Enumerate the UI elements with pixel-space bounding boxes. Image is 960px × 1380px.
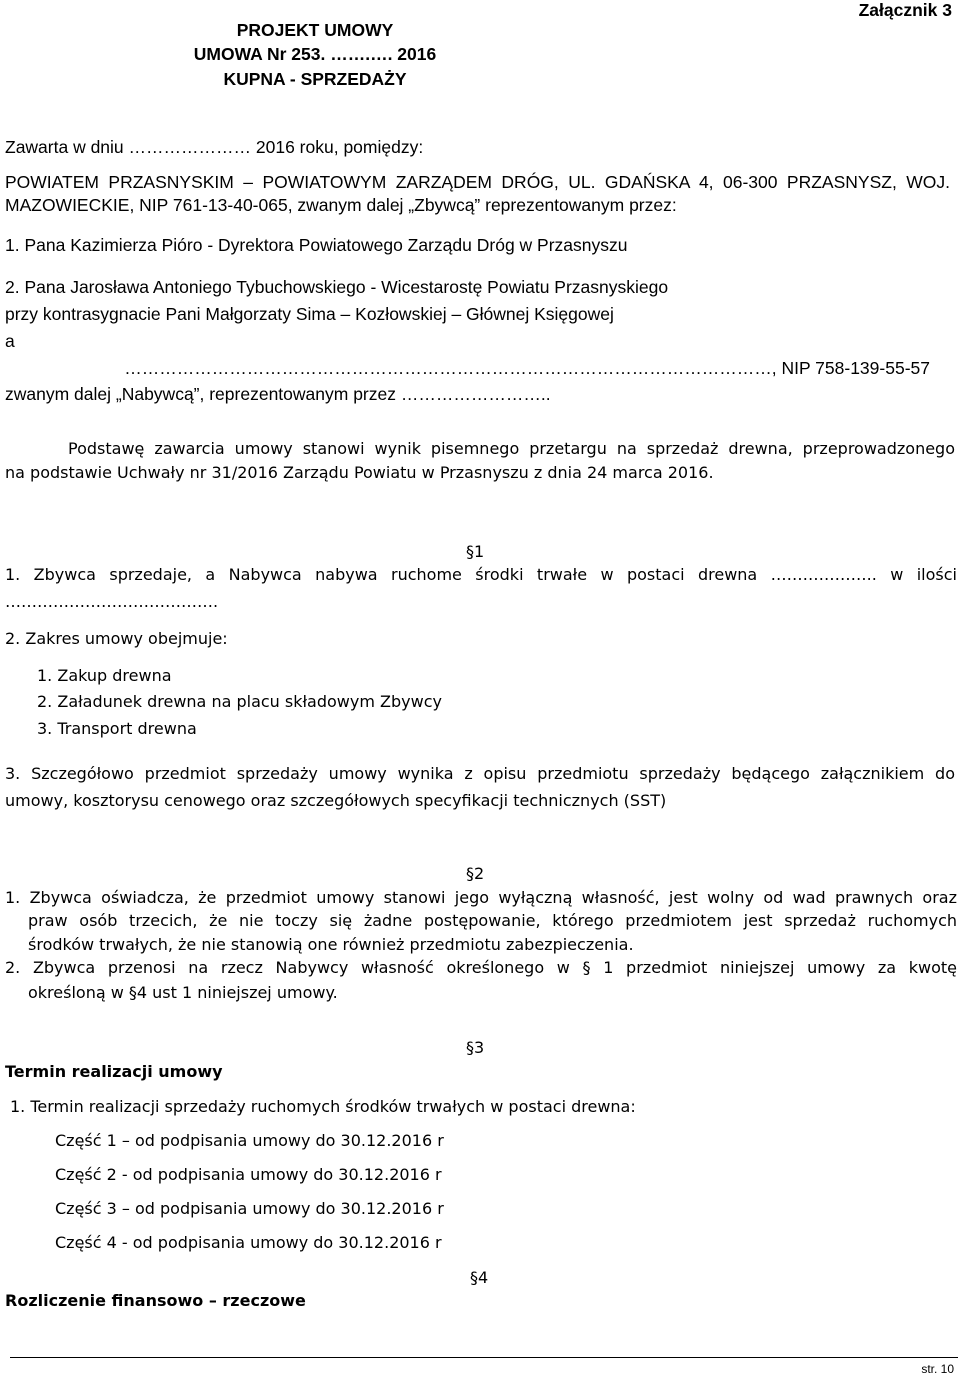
section-4-title: Rozliczenie finansowo – rzeczowe	[5, 1291, 306, 1310]
s1-point-3-line-2: umowy, kosztorysu cenowego oraz szczegółowych specyfikacji technicznych (SST)	[5, 791, 667, 810]
s3-point-1: 1. Termin realizacji sprzedaży ruchomych środków trwałych w postaci drewna:	[10, 1097, 636, 1116]
representative-2: 2. Pana Jarosława Antoniego Tybuchowskiego - Wicestarostę Powiatu Przasnyskiego	[5, 277, 669, 297]
s1-point-1-line-1: 1. Zbywca sprzedaje, a Nabywca nabywa ruchome środki trwałe w postaci drewna ……………….. w ilości	[5, 565, 957, 584]
section-2-number: 2	[474, 864, 485, 883]
s1-point-2: 2. Zakres umowy obejmuje:	[5, 629, 228, 648]
section-4-heading	[470, 1270, 488, 1286]
part-deadline: Część 1 – od podpisania umowy do 30.12.2016 r	[55, 1131, 444, 1150]
section-2-heading	[466, 866, 484, 882]
section-3-title: Termin realizacji umowy	[5, 1062, 223, 1081]
footer-rule	[10, 1357, 958, 1358]
s1-point-1-line-2: ………………………………….	[5, 592, 219, 611]
document-title-1: PROJEKT UMOWY	[236, 20, 394, 40]
s2-point-1-line-2: praw osób trzecich, że nie toczy się żadne postępowanie, którego przedmiotem jest sprzedaż ruchomych	[28, 911, 957, 930]
paragraph-sign: §	[466, 542, 474, 561]
seller-line-2: MAZOWIECKIE, NIP 761-13-40-065, zwanym dalej „Zbywcą” reprezentowanym przez:	[5, 195, 677, 215]
s2-point-1-line-3: środków trwałych, że nie stanowią one również przedmiotu zabezpieczenia.	[28, 935, 634, 954]
scope-item: 3. Transport drewna	[37, 719, 197, 738]
conjunction-a: a	[5, 331, 15, 351]
part-deadline: Część 4 - od podpisania umowy do 30.12.2016 r	[55, 1233, 442, 1252]
section-1-number: 1	[474, 542, 485, 561]
seller-line-1: POWIATEM PRZASNYSKIM – POWIATOWYM ZARZĄDEM DRÓG, UL. GDAŃSKA 4, 06-300 PRZASNYSZ, WOJ.	[5, 172, 950, 192]
date-line: Zawarta w dniu ………………… 2016 roku, pomiędzy:	[5, 137, 424, 157]
scope-item: 2. Załadunek drewna na placu składowym Zbywcy	[37, 692, 442, 711]
paragraph-sign: §	[466, 864, 474, 883]
paragraph-sign: §	[466, 1038, 474, 1057]
paragraph-sign: §	[470, 1268, 478, 1287]
buyer-line: …………………………………………………………………………………………………, NIP 758-139-55-57	[124, 358, 930, 378]
annex-label: Załącznik 3	[858, 0, 952, 20]
section-4-number: 4	[478, 1268, 489, 1287]
page-number: str. 10	[921, 1362, 954, 1376]
part-deadline: Część 3 – od podpisania umowy do 30.12.2016 r	[55, 1199, 444, 1218]
section-3-number: 3	[474, 1038, 485, 1057]
document-title-2: UMOWA Nr 253. …….…. 2016	[193, 44, 437, 64]
s2-point-1-line-1: 1. Zbywca oświadcza, że przedmiot umowy stanowi jego wyłączną własność, jest wolny od wad prawnych oraz	[5, 888, 957, 907]
buyer-representative: zwanym dalej „Nabywcą”, reprezentowanym przez ……………………..	[5, 384, 551, 404]
scope-item: 1. Zakup drewna	[37, 666, 172, 685]
section-1-heading	[466, 544, 484, 560]
s1-point-3-line-1: 3. Szczegółowo przedmiot sprzedaży umowy wynika z opisu przedmiotu sprzedaży będącego załącznikiem do	[5, 764, 955, 783]
document-title-3: KUPNA - SPRZEDAŻY	[223, 69, 407, 89]
basis-line-1: Podstawę zawarcia umowy stanowi wynik pisemnego przetargu na sprzedaż drewna, przeprowadzonego	[68, 439, 955, 458]
s2-point-2-line-1: 2. Zbywca przenosi na rzecz Nabywcy własność określonego w § 1 przedmiot niniejszej umowy za kwotę	[5, 958, 957, 977]
s2-point-2-line-2: określoną w §4 ust 1 niniejszej umowy.	[28, 983, 338, 1002]
part-deadline: Część 2 - od podpisania umowy do 30.12.2016 r	[55, 1165, 442, 1184]
basis-line-2: na podstawie Uchwały nr 31/2016 Zarządu Powiatu w Przasnyszu z dnia 24 marca 2016.	[5, 463, 714, 482]
section-3-heading	[466, 1040, 484, 1056]
representative-1: 1. Pana Kazimierza Pióro - Dyrektora Powiatowego Zarządu Dróg w Przasnyszu	[5, 235, 628, 255]
countersign-line: przy kontrasygnacie Pani Małgorzaty Sima – Kozłowskiej – Głównej Księgowej	[5, 304, 614, 324]
